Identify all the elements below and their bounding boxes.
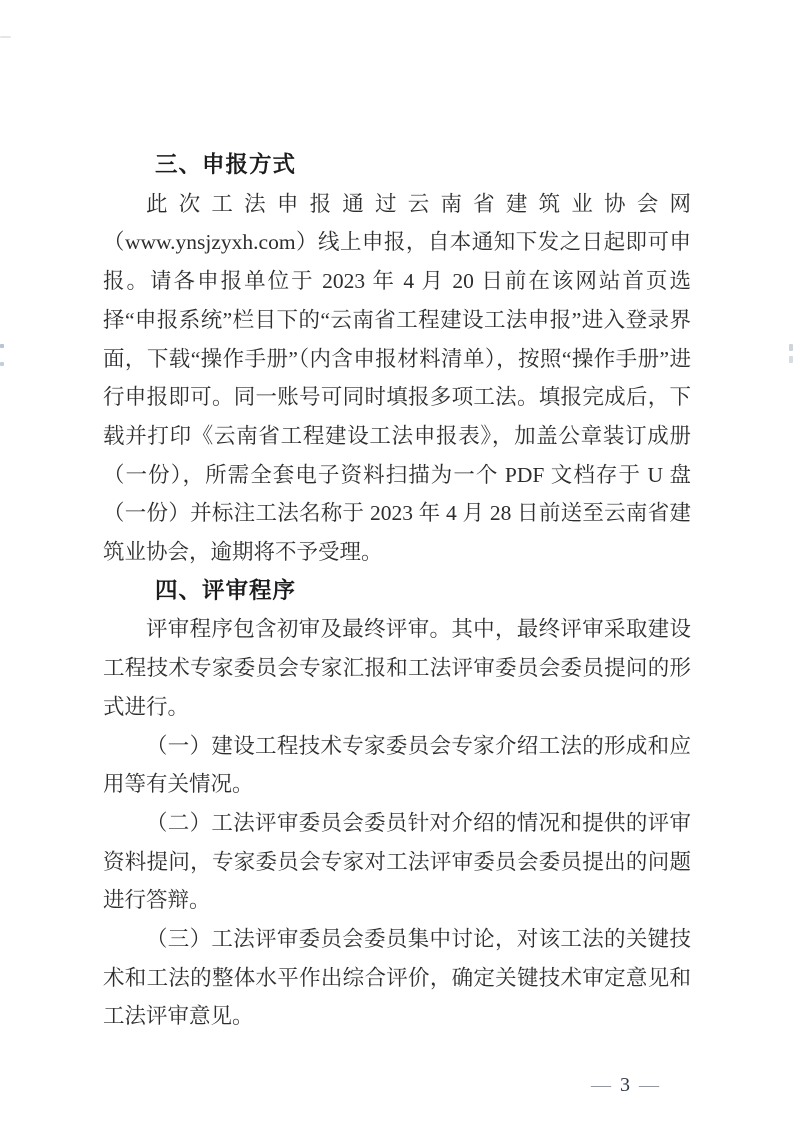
paragraph-review-item-3: （三）工法评审委员会委员集中讨论，对该工法的关键技术和工法的整体水平作出综合评价，确定关键技术审定意见和工法评审意见。: [103, 927, 691, 1029]
paragraph-application-method: 此次工法申报通过云南省建筑业协会网（www.ynsjzyxh.com）线上申报，自本通知下发之日起即可申报。请各申报单位于 2023 年 4 月 20 日前在该网站首页选择“申报系统”栏目下的“云南省工程建设工法申报”进入登录界面，下载“操作手册”（内含申报材料清单），按照“操作手册”进行申报即可。同一账号可同时填报多项工法。填报完成后，下载并打印《云南省工程建设工法申报表》，加盖公章装订成册（一份），所需全套电子资料扫描为一个 PDF 文档存于 U 盘（一份）并标注工法名称于 2023 年 4 月 28 日前送至云南省建筑业协会，逾期将不予受理。: [103, 191, 691, 565]
paragraph-review-item-1: （一）建设工程技术专家委员会专家介绍工法的形成和应用等有关情况。: [103, 733, 691, 797]
page-number-dash-right: —: [639, 1074, 659, 1096]
paragraph-review-overview: 评审程序包含初审及最终评审。其中，最终评审采取建设工程技术专家委员会专家汇报和工法评审委员会委员提问的形式进行。: [103, 617, 691, 719]
section-heading-review-procedure: 四、评审程序: [155, 577, 297, 603]
paragraph-review-item-2: （二）工法评审委员会委员针对介绍的情况和提供的评审资料提问，专家委员会专家对工法评审委员会委员提出的问题进行答辩。: [103, 810, 691, 913]
section-heading-application-method: 三、申报方式: [155, 152, 297, 177]
scan-artifact: [0, 344, 4, 348]
scan-artifact: [789, 344, 793, 351]
page-number: [571, 1049, 659, 1121]
document-body: [103, 146, 691, 1036]
scan-artifact: [0, 36, 11, 38]
page-number-value: 3: [620, 1074, 630, 1096]
scan-artifact: [789, 356, 793, 363]
page-number-dash-left: —: [591, 1074, 611, 1096]
scan-artifact: [0, 362, 4, 366]
